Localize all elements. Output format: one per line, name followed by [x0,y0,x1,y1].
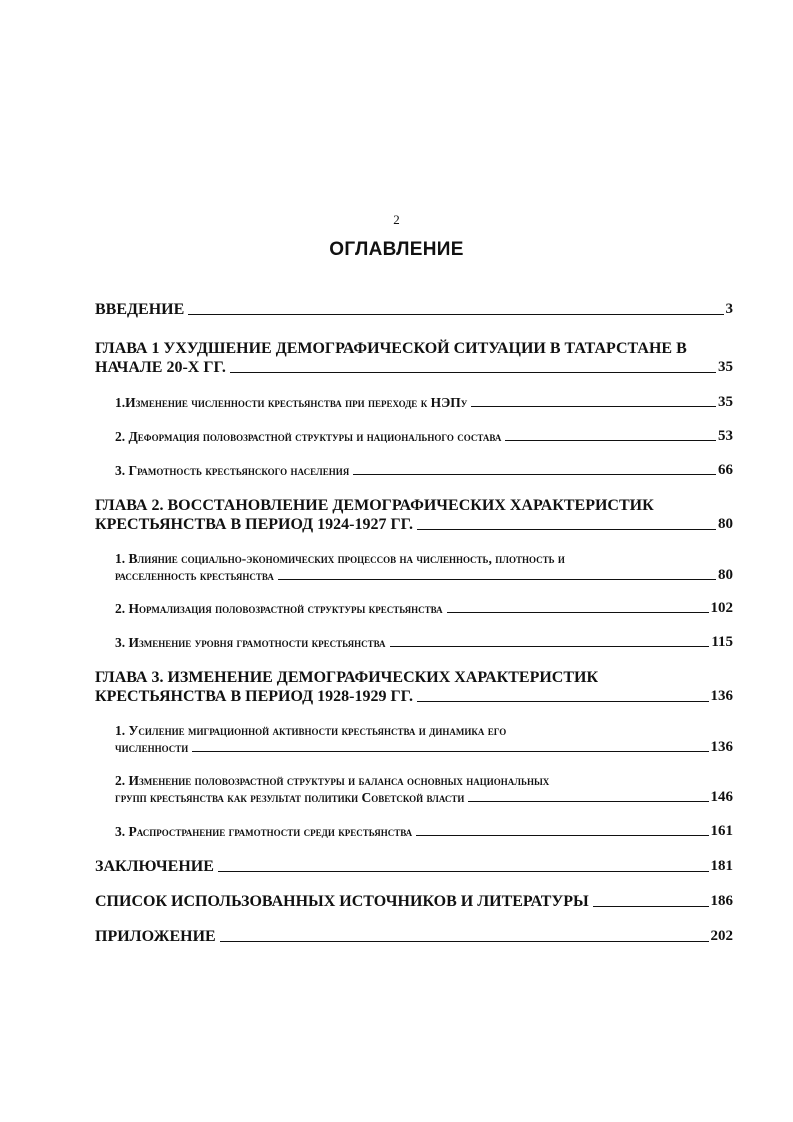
toc-entry-chapter-1 [95,339,733,377]
toc-entry-text-line1: ГЛАВА 1 УХУДШЕНИЕ ДЕМОГРАФИЧЕСКОЙ СИТУАЦИИ В ТАТАРСТАНЕ В [95,340,687,357]
toc-entry-chapter-2 [95,496,733,534]
dot-leader [505,440,716,441]
toc-entry-section-2-1 [115,550,733,584]
toc-entry-text: 3. Распространение грамотности среди крестьянства [115,824,413,839]
toc-page-number: 181 [710,858,733,874]
toc-entry-section-3-3 [115,823,733,840]
dot-leader [353,474,716,475]
toc-entry-text: групп крестьянства как результат политики Советской власти [115,790,465,805]
toc-page-number: 146 [710,789,733,805]
toc-entry-section-3-1 [115,722,733,756]
toc-page-number: 80 [718,516,733,532]
toc-entry-section-2-2 [115,600,733,617]
dot-leader [192,751,708,752]
dot-leader [278,579,716,580]
toc-page-number: 35 [718,394,733,410]
dot-leader [390,646,710,647]
toc-entry-text-line1: 1. Влияние социально-экономических процессов на численность, плотность и [115,551,565,566]
toc-page-number: 80 [718,567,733,583]
toc-entry-appendix [95,927,733,946]
toc-entry-text: 1.Изменение численности крестьянства при переходе к НЭПу [115,395,468,410]
dot-leader [188,314,723,315]
toc-entry-conclusion [95,857,733,876]
toc-entry-section-2-3 [115,634,733,651]
toc-page-number: 102 [710,600,733,616]
toc-entry-text-line1: ГЛАВА 3. ИЗМЕНЕНИЕ ДЕМОГРАФИЧЕСКИХ ХАРАКТЕРИСТИК [95,669,599,686]
page-number: 2 [393,212,400,227]
dot-leader [416,835,708,836]
dot-leader [230,372,716,373]
toc-page-number: 161 [710,823,733,839]
toc-page-number: 53 [718,428,733,444]
dot-leader [218,871,709,872]
toc-page-number: 3 [725,301,733,317]
toc-page-number: 115 [711,634,733,650]
dot-leader [447,612,709,613]
toc-page-number: 35 [718,359,733,375]
toc-entry-text: численности [115,740,189,755]
toc-entry-text: ПРИЛОЖЕНИЕ [95,928,216,945]
toc-entry-section-1-2 [115,428,733,445]
dot-leader [220,941,709,942]
toc-entry-text-line1: 1. Усиление миграционной активности крестьянства и динамика его [115,723,507,738]
toc-page-number: 136 [710,688,733,704]
toc-entry-text: КРЕСТЬЯНСТВА В ПЕРИОД 1924-1927 ГГ. [95,516,413,533]
toc-entry-text-line1: 2. Изменение половозрастной структуры и баланса основных национальных [115,773,550,788]
page-title: ОГЛАВЛЕНИЕ [329,239,464,260]
toc-entry-references [95,892,733,911]
dot-leader [468,801,708,802]
toc-entry-chapter-3 [95,668,733,706]
toc-entry-text: 2. Деформация половозрастной структуры и национального состава [115,429,502,444]
toc-entry-text: расселенность крестьянства [115,568,274,583]
toc-entry-text: 3. Грамотность крестьянского населения [115,463,350,478]
dot-leader [593,906,709,907]
toc-entry-text: СПИСОК ИСПОЛЬЗОВАННЫХ ИСТОЧНИКОВ И ЛИТЕРАТУРЫ [95,893,589,910]
dot-leader [417,529,716,530]
toc-entry-introduction [95,300,733,319]
dot-leader [471,406,716,407]
toc-page-number: 66 [718,462,733,478]
toc-page-number: 136 [710,739,733,755]
toc-entry-section-3-2 [115,772,733,806]
toc-entry-text-line1: ГЛАВА 2. ВОССТАНОВЛЕНИЕ ДЕМОГРАФИЧЕСКИХ ХАРАКТЕРИСТИК [95,497,654,514]
toc-entry-text: КРЕСТЬЯНСТВА В ПЕРИОД 1928-1929 ГГ. [95,688,413,705]
toc-entry-text: ЗАКЛЮЧЕНИЕ [95,858,214,875]
table-of-contents [95,300,733,946]
toc-page-number: 186 [710,893,733,909]
toc-entry-text: 2. Нормализация половозрастной структуры крестьянства [115,601,443,616]
toc-entry-text: НАЧАЛЕ 20-Х ГГ. [95,359,226,376]
toc-entry-section-1-1 [115,394,733,411]
toc-entry-section-1-3 [115,462,733,479]
dot-leader [417,701,709,702]
toc-page-number: 202 [710,928,733,944]
toc-entry-text: 3. Изменение уровня грамотности крестьянства [115,635,386,650]
toc-entry-text: ВВЕДЕНИЕ [95,301,185,318]
